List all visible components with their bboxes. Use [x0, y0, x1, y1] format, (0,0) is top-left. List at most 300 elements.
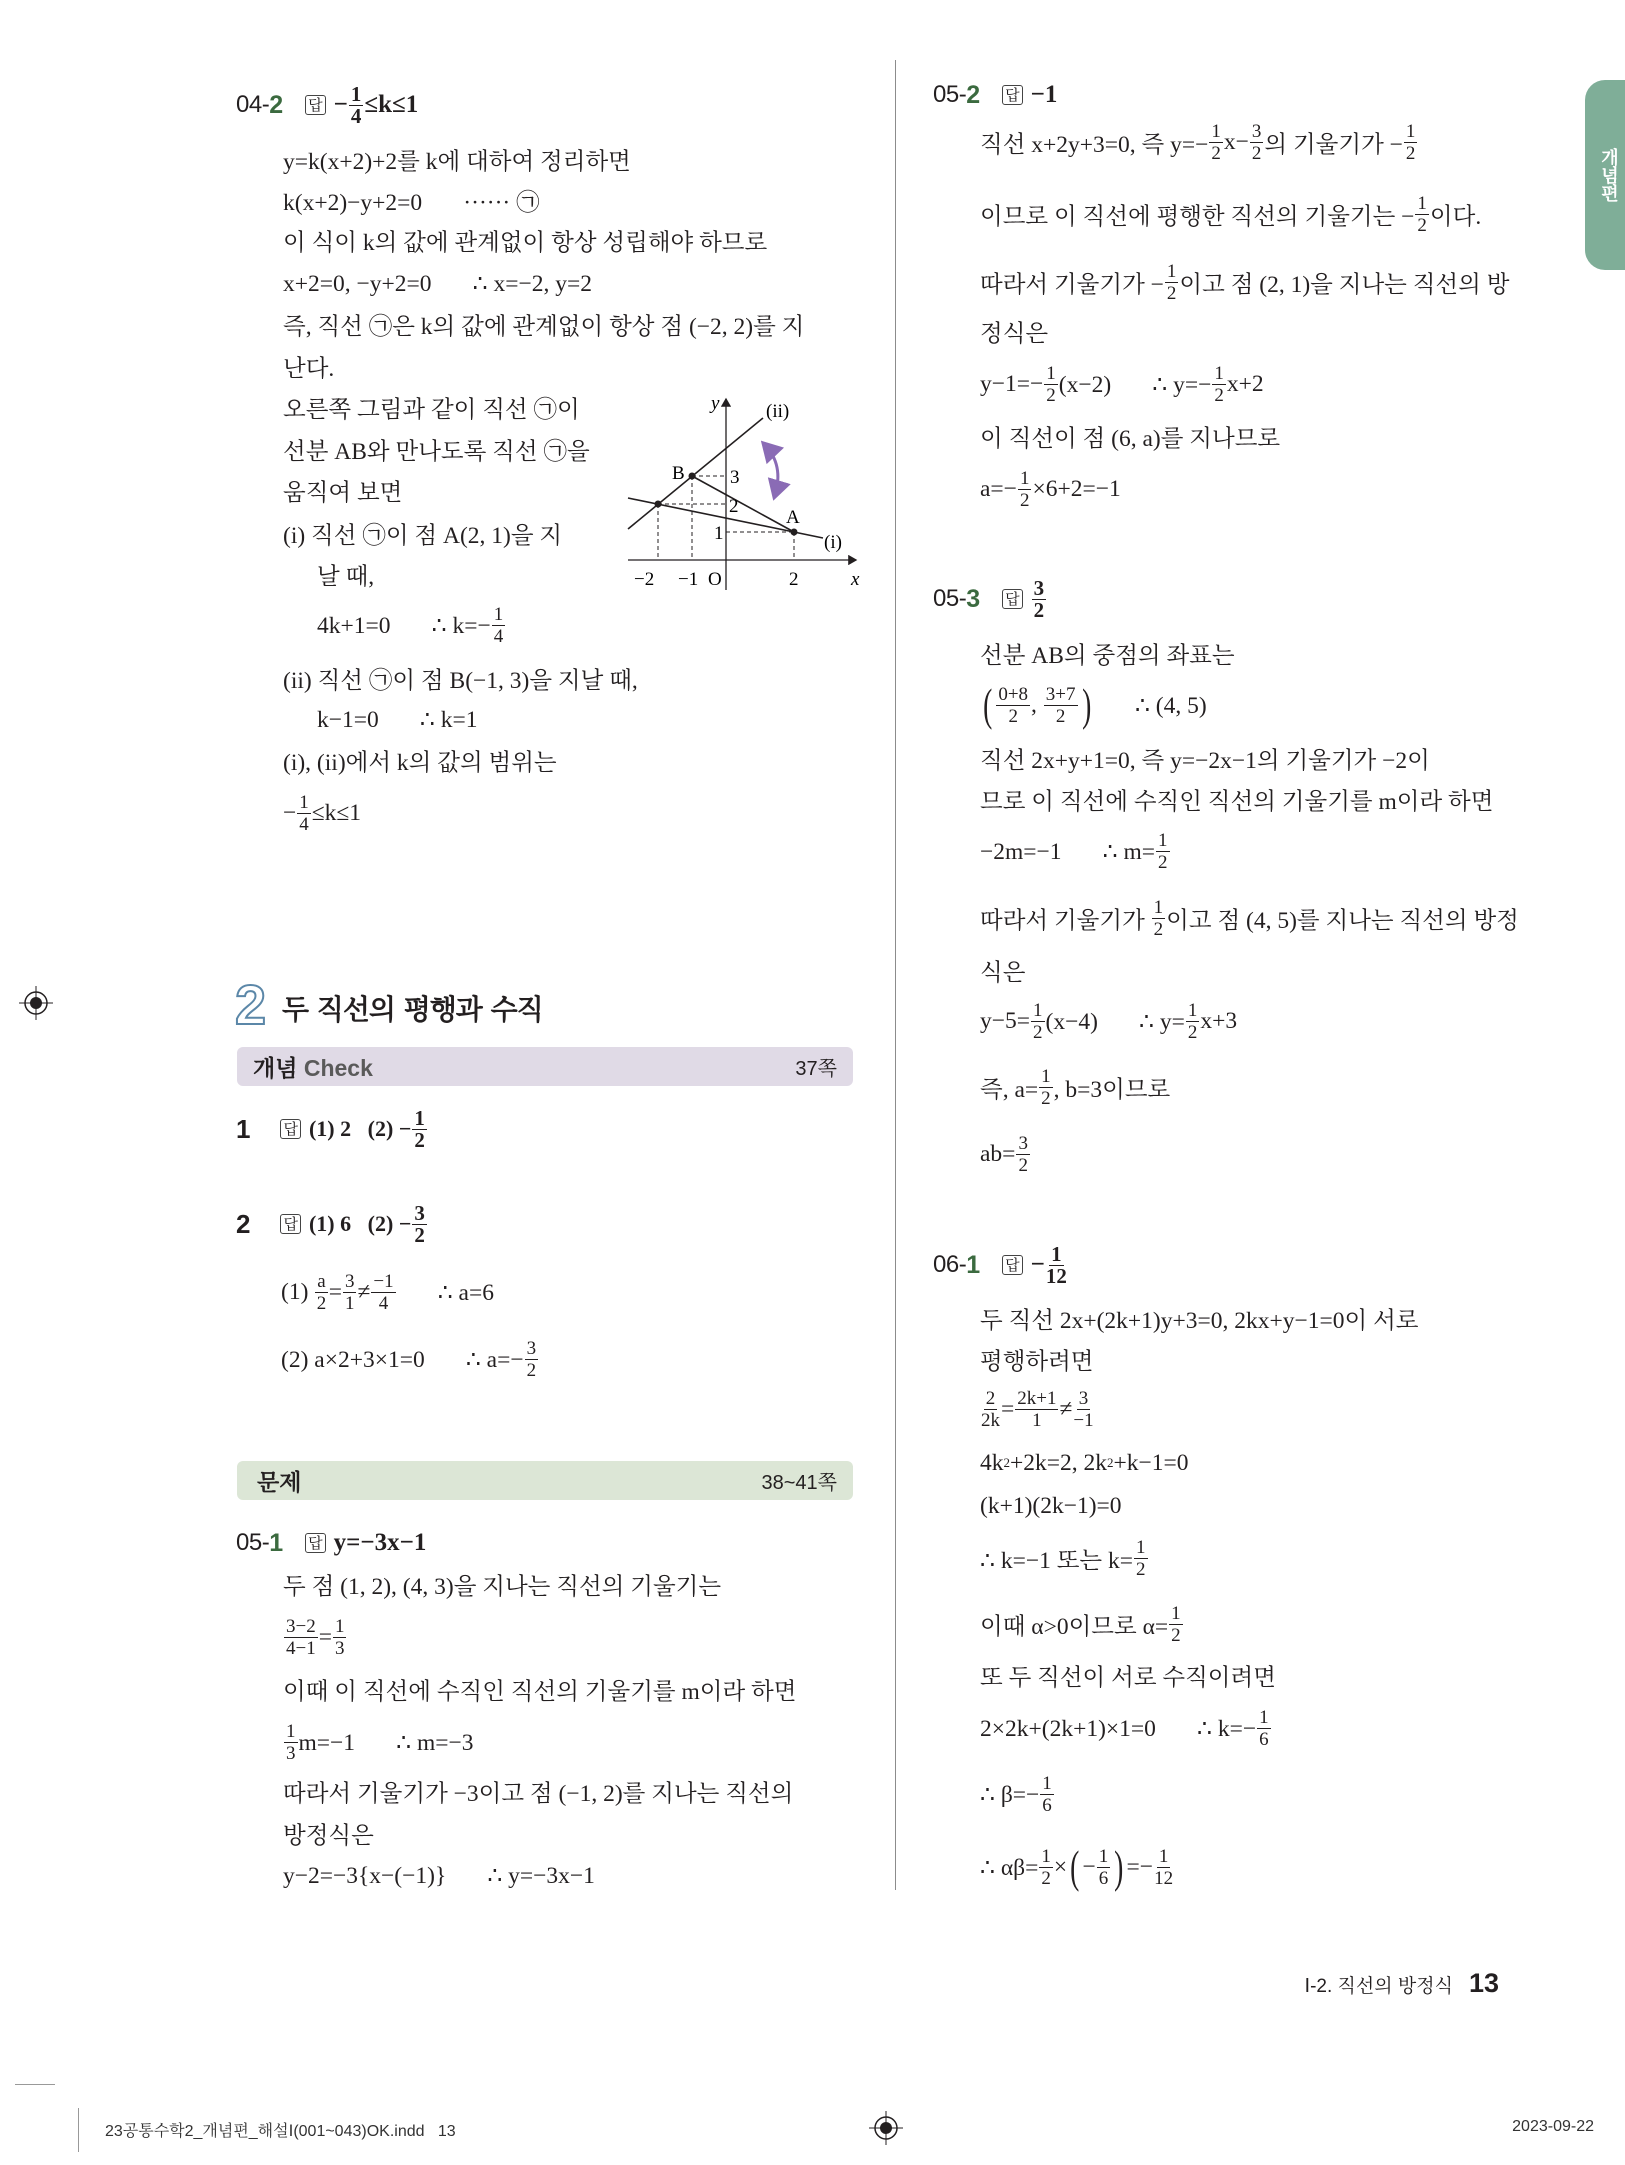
numerator: 1	[1166, 260, 1177, 282]
text-run: 이므로 이 직선에 평행한 직선의 기울기는 −	[980, 204, 1415, 230]
text-run: 평행하려면	[980, 1349, 1094, 1375]
solution-line	[980, 1441, 1189, 1485]
graph-label: x	[851, 569, 860, 590]
text-run: (1) 2 (2) −	[308, 1116, 412, 1141]
numerator: 1	[1211, 120, 1221, 142]
text-run: −2m=−1 ∴ m=	[980, 838, 1156, 865]
answer-value	[308, 1105, 428, 1152]
answer-label-icon: 답	[1002, 589, 1023, 609]
answer-header	[236, 1518, 426, 1568]
concept-title-ko: 개념	[253, 1055, 298, 1081]
graph-label: −2	[634, 569, 655, 590]
denominator: 4	[378, 1292, 389, 1314]
fraction	[297, 792, 311, 835]
solution-line	[980, 1706, 1272, 1750]
text-run: 따라서 기울기가 −3이고 점 (−1, 2)를 지나는 직선의	[283, 1781, 794, 1807]
concept-check-pages: 37쪽	[795, 1058, 837, 1080]
numerator: 1	[1158, 829, 1168, 851]
denominator: 3	[286, 1742, 296, 1764]
solution-line	[281, 1270, 494, 1314]
text-run: 두 점 (1, 2), (4, 3)을 지나는 직선의 기울기는	[283, 1574, 722, 1600]
text-run: y−5=	[980, 1007, 1031, 1034]
text-run: 4k+1=0 ∴ k=−	[317, 612, 491, 639]
numerator: 1	[1041, 1845, 1051, 1867]
text-run: 4k	[980, 1449, 1004, 1476]
solution-line	[283, 1720, 474, 1764]
text-run: =	[1001, 1395, 1015, 1422]
solution-line	[980, 1132, 1031, 1176]
numerator: 3	[1033, 575, 1045, 600]
text-run: ∴ β=−	[980, 1781, 1040, 1808]
text-run: 이고 점 (2, 1)을 지나는 직선의 방	[1179, 272, 1510, 298]
solution-line	[980, 362, 1264, 406]
solution-line	[283, 344, 334, 388]
solution-line	[283, 738, 557, 782]
denominator: 2	[1018, 1154, 1028, 1176]
item-number: 2	[236, 1208, 251, 1239]
fraction	[1073, 1388, 1093, 1431]
graph-label: 1	[714, 523, 724, 544]
text-run: x+2	[1226, 370, 1264, 397]
solution-line	[980, 1653, 1276, 1697]
numerator: 3	[1078, 1387, 1089, 1409]
text-run: =	[328, 1278, 342, 1305]
fraction	[284, 1721, 298, 1764]
text-run: ab=	[980, 1140, 1016, 1167]
numerator: 3	[1251, 120, 1262, 142]
column-divider	[895, 60, 896, 1890]
denominator: 2	[1211, 142, 1221, 164]
concept-check-title	[253, 1050, 373, 1083]
section-title: 두 직선의 평행과 수직	[282, 993, 543, 1026]
solution-line	[283, 261, 592, 305]
text-run: 이때 α>0이므로 α=	[980, 1614, 1169, 1640]
numerator: 1	[1259, 1706, 1269, 1728]
fraction	[1134, 1537, 1148, 1580]
solution-line	[283, 1769, 793, 1813]
fraction	[284, 1616, 318, 1659]
graph-label: (i)	[824, 532, 842, 553]
problem-subnumber: 2	[966, 80, 981, 109]
solution-line	[980, 1536, 1149, 1580]
numerator: 1	[1214, 362, 1224, 384]
denominator: 2	[1214, 384, 1224, 406]
point-b	[689, 473, 696, 480]
fraction	[1040, 1773, 1054, 1816]
solution-line	[980, 736, 1430, 780]
denominator: 2	[1251, 142, 1262, 164]
solution-line	[283, 656, 638, 700]
denominator: 2	[1046, 384, 1056, 406]
text-run: 방정식은	[283, 1823, 374, 1849]
concept-item-header	[236, 1104, 428, 1154]
solution-line	[980, 829, 1171, 873]
answer-label-icon: 답	[280, 1119, 301, 1139]
text-run: 오른쪽 그림과 같이 직선 ㉠이	[283, 397, 580, 423]
graph-label: A	[786, 507, 800, 528]
solution-line	[980, 414, 1280, 458]
solution-line	[281, 1337, 539, 1381]
problem-bar	[237, 1461, 853, 1500]
text-run: −	[1082, 1853, 1096, 1880]
text-run: 이때 이 직선에 수직인 직선의 기울기를 m이라 하면	[283, 1679, 797, 1705]
solution-line	[317, 552, 374, 596]
solution-line	[283, 1615, 347, 1659]
text-run: 직선 2x+y+1=0, 즉 y=−2x−1의 기울기가 −2이	[980, 748, 1430, 774]
numerator: 1	[334, 1615, 345, 1637]
fraction	[1165, 261, 1179, 304]
solution-line	[980, 1065, 1170, 1109]
numerator: 2	[985, 1387, 996, 1409]
answer-value	[1030, 1241, 1068, 1288]
text-run: (x−2) ∴ y=−	[1058, 371, 1212, 398]
crop-mark	[15, 2084, 55, 2085]
denominator: 2	[1166, 282, 1177, 304]
text-run: 움직여 보면	[283, 480, 403, 506]
graph-label: (ii)	[766, 401, 790, 422]
fraction	[1039, 1066, 1053, 1109]
denominator: 2	[1417, 214, 1427, 236]
fraction	[349, 81, 364, 128]
answer-value	[333, 81, 419, 128]
numerator: 1	[1153, 896, 1164, 918]
concept-item-header	[236, 1199, 428, 1249]
numerator: 3	[414, 1200, 425, 1225]
fraction	[1039, 1846, 1053, 1889]
text-run: (1)	[281, 1278, 315, 1305]
fraction	[1044, 684, 1078, 727]
numerator: −1	[373, 1270, 394, 1292]
solution-line	[980, 1296, 1419, 1340]
text-run: 선분 AB와 만나도록 직선 ㉠을	[283, 439, 590, 465]
text-run: , b=3이므로	[1053, 1077, 1171, 1103]
fraction	[343, 1271, 357, 1314]
denominator: 12	[1045, 1263, 1067, 1288]
fraction	[1250, 121, 1264, 164]
text-run: ×6+2=−1	[1032, 475, 1121, 502]
text-run: m=−1 ∴ m=−3	[298, 1729, 474, 1756]
denominator: −1	[1073, 1409, 1094, 1431]
point-a	[791, 529, 798, 536]
denominator: 2	[1153, 918, 1164, 940]
solution-line	[283, 1811, 374, 1855]
registration-mark-icon	[869, 2111, 903, 2145]
numerator: 1	[1417, 192, 1427, 214]
text-run: (x−4) ∴ y=	[1045, 1008, 1185, 1035]
solution-line	[980, 679, 1207, 730]
fraction	[1045, 1241, 1067, 1288]
text-run: 이다.	[1429, 204, 1482, 230]
fraction	[1154, 1846, 1173, 1889]
concept-title-en: Check	[303, 1055, 373, 1081]
text-run: ≠	[357, 1278, 371, 1305]
large-parenthesis: (	[983, 679, 993, 730]
numerator: a	[317, 1270, 326, 1292]
problem-subnumber: 2	[269, 90, 284, 119]
denominator: 6	[1098, 1867, 1109, 1889]
graph-label: 2	[789, 569, 799, 590]
fraction	[1044, 363, 1058, 406]
solution-line	[980, 192, 1481, 236]
solution-line	[980, 1602, 1184, 1646]
print-slug-file: 23공통수학2_개념편_해설Ⅰ(001~043)OK.indd 13	[105, 2123, 456, 2140]
denominator: 4	[493, 625, 504, 647]
answer-header	[933, 1240, 1068, 1290]
denominator: 4	[299, 813, 309, 835]
rotation-arrow-icon	[765, 445, 778, 495]
fraction	[996, 684, 1030, 727]
fraction	[1209, 121, 1223, 164]
section-number: 2	[235, 973, 267, 1036]
fraction	[1152, 897, 1166, 940]
answer-value	[1031, 81, 1058, 109]
text-run: (ii) 직선 ㉠이 점 B(−1, 3)을 지날 때,	[283, 668, 638, 694]
text-run: 두 직선 2x+(2k+1)y+3=0, 2kx+y−1=0이 서로	[980, 1308, 1419, 1334]
numerator: 3−2	[286, 1615, 316, 1637]
problem-subnumber: 3	[966, 584, 981, 613]
solution-line	[980, 1337, 1094, 1381]
denominator: 2	[1055, 705, 1066, 727]
text-run: (i) 직선 ㉠이 점 A(2, 1)을 지	[283, 523, 563, 549]
problem-title: 문제	[257, 1469, 302, 1495]
solution-line	[980, 777, 1493, 821]
running-footer	[1304, 1968, 1499, 1999]
problem-number: 06-	[933, 1251, 967, 1278]
text-run: ∴ (4, 5)	[1093, 692, 1207, 719]
solution-line	[980, 896, 1519, 940]
text-run: (k+1)(2k−1)=0	[980, 1492, 1122, 1519]
text-run: +2k=2, 2k	[1010, 1449, 1108, 1476]
text-run: 2×2k+(2k+1)×1=0 ∴ k=−	[980, 1715, 1257, 1742]
fraction	[981, 1388, 1000, 1431]
solution-line	[283, 137, 631, 181]
answer-label-icon: 답	[305, 95, 326, 115]
numerator: 1	[299, 791, 309, 813]
text-run: x+3	[1200, 1007, 1238, 1034]
answer-value	[308, 1200, 428, 1247]
solution-line	[283, 178, 540, 222]
solution-line	[980, 1772, 1055, 1816]
fraction	[412, 1105, 427, 1152]
problem-number: 05-	[236, 1529, 270, 1556]
solution-line	[317, 697, 477, 741]
text-run: y=−3x−1	[333, 1529, 427, 1556]
fraction	[371, 1271, 395, 1314]
text-run: ≤k≤1	[311, 799, 362, 826]
fraction	[1404, 121, 1418, 164]
answer-value	[1031, 575, 1048, 622]
text-run: −	[283, 799, 297, 826]
text-run: 정식은	[980, 321, 1049, 347]
problem-pages: 38~41쪽	[761, 1472, 837, 1494]
fraction	[1156, 830, 1170, 873]
solution-line	[980, 1484, 1122, 1528]
text-run: (1) 6 (2) −	[308, 1211, 412, 1236]
fraction	[525, 1338, 539, 1381]
numerator: 1	[493, 603, 504, 625]
numerator: 1	[414, 1105, 425, 1130]
numerator: 0+8	[998, 683, 1029, 705]
text-run: k−1=0 ∴ k=1	[317, 706, 478, 733]
print-slug-date: 2023-09-22	[1512, 2118, 1594, 2135]
graph-label: −1	[678, 569, 699, 590]
fraction	[1018, 468, 1032, 511]
text-run: (i), (ii)에서 k의 값의 범위는	[283, 750, 557, 776]
numerator: 2k+1	[1017, 1387, 1057, 1409]
fraction	[333, 1616, 347, 1659]
denominator: 2	[1158, 851, 1168, 873]
denominator: 2	[316, 1292, 327, 1314]
text-run: 이고 점 (4, 5)를 지나는 직선의 방정	[1166, 908, 1519, 934]
item-number: 1	[236, 1113, 251, 1144]
denominator: 6	[1042, 1794, 1052, 1816]
superscript: 2	[1107, 1455, 1114, 1470]
denominator: 2	[1171, 1624, 1181, 1646]
side-tab: 개념편	[1585, 80, 1625, 270]
denominator: 2	[526, 1359, 537, 1381]
answer-label-icon: 답	[1002, 85, 1023, 105]
numerator: 1	[1187, 999, 1198, 1021]
graph-label: O	[708, 569, 722, 590]
denominator: 4	[350, 103, 362, 128]
text-run: 직선 x+2y+3=0, 즉 y=−	[980, 132, 1209, 158]
numerator: 1	[1041, 1065, 1051, 1087]
solution-line	[980, 309, 1048, 353]
fraction	[492, 604, 506, 647]
denominator: 2	[1033, 597, 1045, 622]
solution-line	[980, 948, 1025, 992]
text-run: k(x+2)−y+2=0 ······ ㉠	[283, 190, 540, 216]
denominator: 2	[414, 1127, 425, 1152]
answer-label-icon: 답	[280, 1214, 301, 1234]
text-run: 므로 이 직선에 수직인 직선의 기울기를 m이라 하면	[980, 789, 1494, 815]
text-run: 즉, 직선 ㉠은 k의 값에 관계없이 항상 점 (−2, 2)를 지	[283, 314, 805, 340]
denominator: 2	[1033, 1021, 1043, 1043]
text-run: ∴ αβ=	[980, 1854, 1039, 1881]
text-run: y−2=−3{x−(−1)} ∴ y=−3x−1	[283, 1862, 595, 1889]
text-run: a=−	[980, 475, 1017, 502]
text-run: 날 때,	[317, 564, 375, 590]
solution-line	[283, 1853, 595, 1897]
fraction	[1169, 1603, 1183, 1646]
graph-label: 3	[730, 467, 740, 488]
text-run: ≠	[1059, 1395, 1073, 1422]
crop-mark	[78, 2108, 79, 2152]
chapter-title: Ⅰ-2. 직선의 방정식	[1304, 1976, 1453, 1997]
solution-line	[980, 1387, 1095, 1431]
text-run: 식은	[980, 960, 1026, 986]
answer-header	[933, 70, 1057, 120]
text-run: +k−1=0	[1113, 1449, 1189, 1476]
text-run: 이 직선이 점 (6, a)를 지나므로	[980, 426, 1281, 452]
text-run: −	[333, 91, 348, 118]
denominator: 4−1	[286, 1637, 316, 1659]
text-run: 선분 AB의 중점의 좌표는	[980, 643, 1235, 669]
text-run: =−	[1126, 1853, 1154, 1880]
denominator: 1	[344, 1292, 355, 1314]
page-number: 13	[1468, 1968, 1499, 1998]
numerator: 1	[1158, 1845, 1169, 1867]
problem-number: 05-	[933, 585, 967, 612]
fraction	[1097, 1846, 1111, 1889]
numerator: 1	[1136, 1536, 1146, 1558]
fraction	[1015, 1388, 1058, 1431]
solution-line	[980, 631, 1235, 675]
numerator: 3	[526, 1337, 537, 1359]
concept-check-bar	[237, 1047, 853, 1086]
text-run: 이 식이 k의 값에 관계없이 항상 성립해야 하므로	[283, 230, 768, 256]
registration-mark-icon	[19, 986, 53, 1020]
solution-line	[283, 385, 580, 429]
large-parenthesis: )	[1081, 679, 1091, 730]
graph-label: B	[672, 463, 685, 484]
numerator: 1	[1046, 362, 1056, 384]
denominator: 2	[1008, 705, 1018, 727]
numerator: 1	[1033, 999, 1043, 1021]
text-run: ×	[1053, 1853, 1068, 1880]
text-run: ,	[1031, 691, 1043, 718]
solution-line	[283, 468, 402, 512]
problem-subnumber: 1	[269, 1528, 284, 1557]
denominator: 12	[1154, 1867, 1174, 1889]
denominator: 1	[1032, 1409, 1042, 1431]
denominator: 2	[1041, 1087, 1051, 1109]
denominator: 2	[1136, 1558, 1146, 1580]
solution-line	[980, 260, 1509, 304]
denominator: 3	[334, 1637, 345, 1659]
solution-line	[980, 1841, 1174, 1892]
solution-line	[980, 120, 1418, 164]
solution-line	[283, 427, 590, 471]
text-run: 또 두 직선이 서로 수직이려면	[980, 1665, 1276, 1691]
large-parenthesis: (	[1070, 1841, 1080, 1892]
solution-line	[283, 1562, 721, 1606]
numerator: 1	[1405, 120, 1416, 142]
text-run: y=k(x+2)+2를 k에 대하여 정리하면	[283, 149, 631, 175]
denominator: 2	[1187, 1021, 1198, 1043]
solution-line	[283, 218, 767, 262]
fraction	[1212, 363, 1226, 406]
text-run: 즉, a=	[980, 1077, 1039, 1103]
text-run: ∴ a=6	[396, 1279, 494, 1306]
text-run: −1	[1030, 81, 1058, 108]
text-run: =	[318, 1623, 332, 1650]
denominator: 2	[1041, 1867, 1051, 1889]
denominator: 2k	[981, 1409, 1000, 1431]
numerator: 3	[344, 1270, 355, 1292]
numerator: 1	[1051, 1241, 1062, 1266]
numerator: 3+7	[1045, 683, 1076, 705]
point-fixed	[655, 501, 662, 508]
problem-number: 05-	[933, 81, 967, 108]
denominator: 6	[1259, 1728, 1269, 1750]
text-run: x+2=0, −y+2=0 ∴ x=−2, y=2	[283, 270, 592, 297]
solution-line	[980, 999, 1237, 1043]
denominator: 2	[414, 1222, 425, 1247]
text-run: 난다.	[283, 356, 335, 382]
solution-line	[283, 791, 361, 835]
numerator: 1	[1042, 1772, 1052, 1794]
answer-header	[236, 80, 418, 130]
solution-line	[283, 1667, 796, 1711]
fraction	[1415, 193, 1429, 236]
fraction	[1031, 1000, 1045, 1043]
numerator: 1	[1171, 1602, 1181, 1624]
large-parenthesis: )	[1114, 1841, 1124, 1892]
solution-line	[283, 302, 804, 346]
text-run: 의 기울기가 −	[1264, 132, 1403, 158]
text-run: 따라서 기울기가 −	[980, 272, 1164, 298]
